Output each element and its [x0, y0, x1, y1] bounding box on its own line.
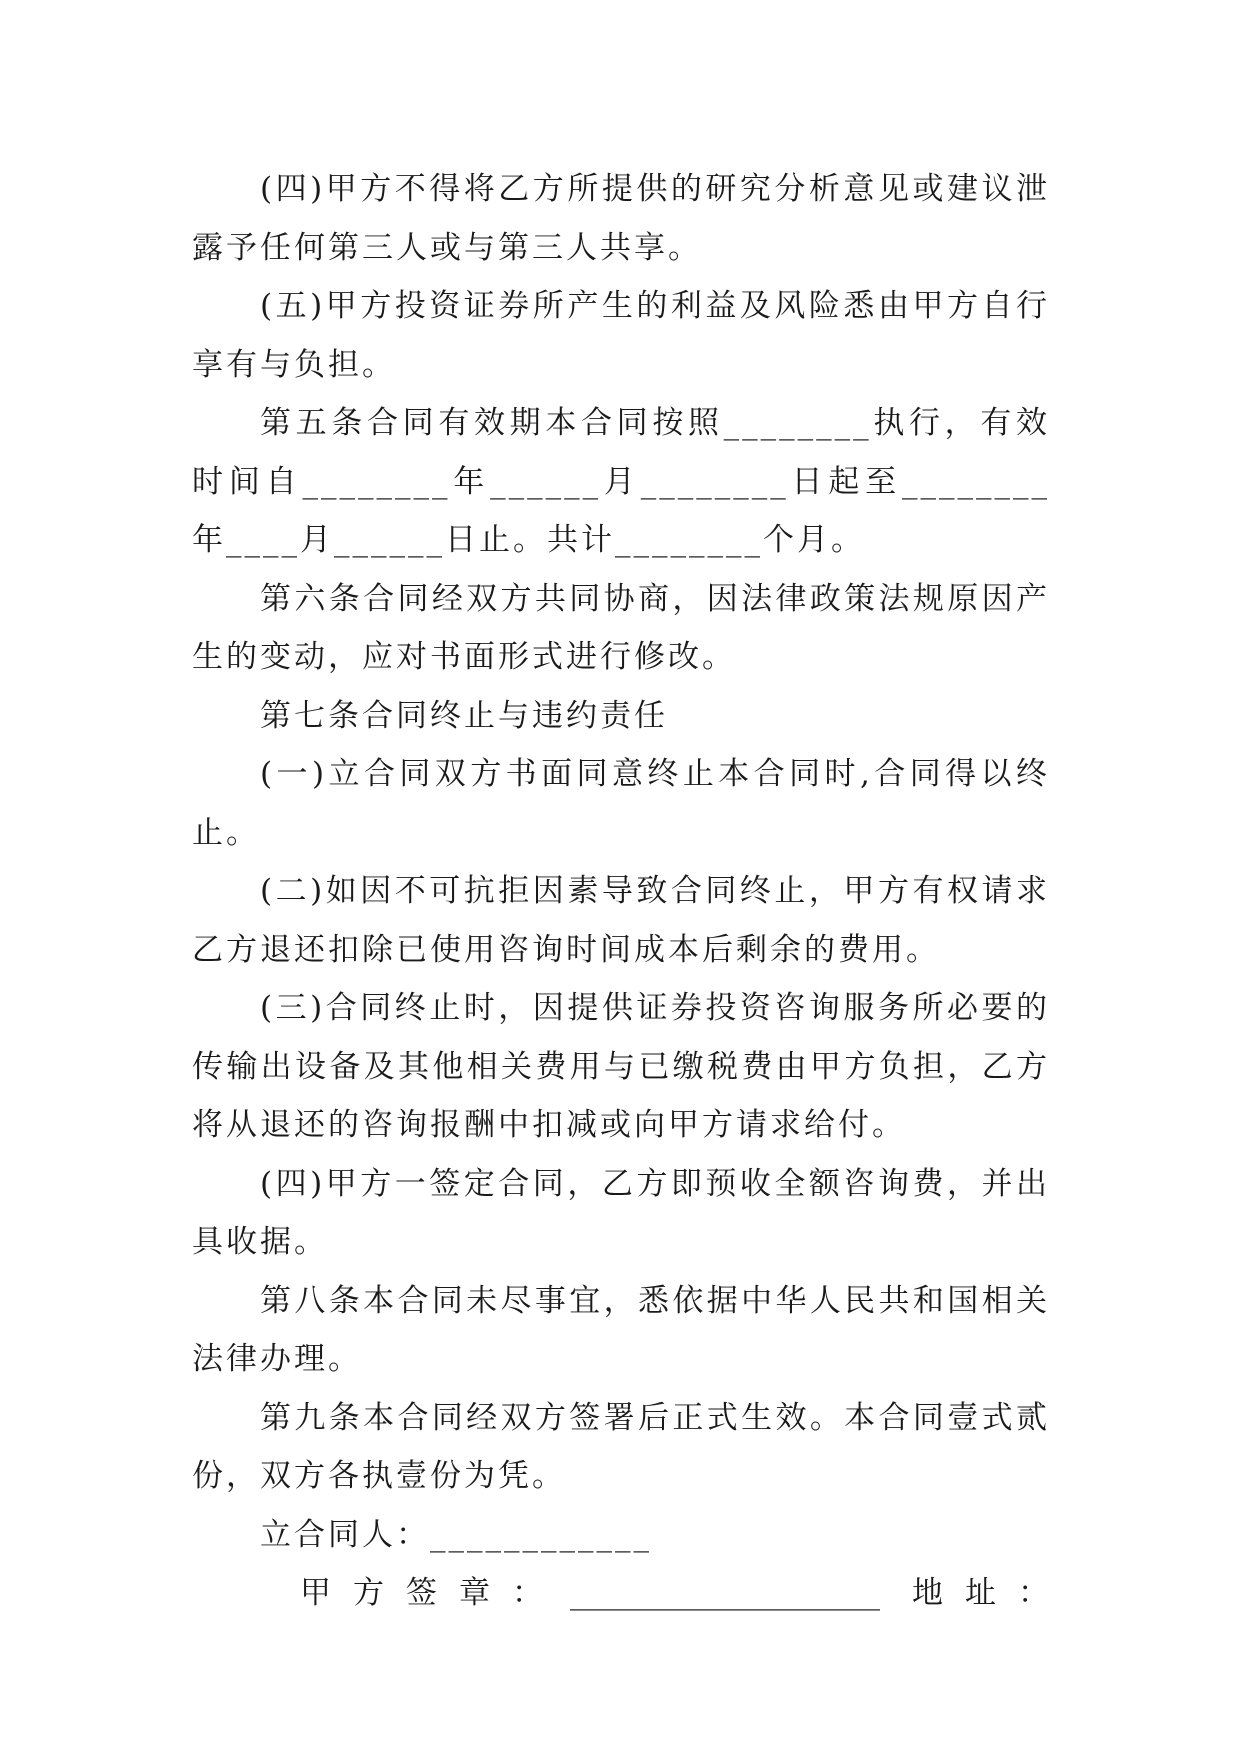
article-7-heading: 第七条合同终止与违约责任 — [260, 697, 668, 734]
clause-4-5: (五)甲方投资证券所产生的利益及风险悉由甲方自行享有与负担。 — [192, 288, 1050, 383]
clause-7-2: (二)如因不可抗拒因素导致合同终止，甲方有权请求乙方退还扣除已使用咨询时间成本后剩余的费用。 — [192, 873, 1050, 968]
clause-4-4: (四)甲方不得将乙方所提供的研究分析意见或建议泄露予任何第三人或与第三人共享。 — [192, 171, 1050, 266]
address-label: 地址： — [912, 1575, 1071, 1611]
contract-body — [192, 160, 1071, 1623]
clause-7-1: (一)立合同双方书面同意终止本合同时,合同得以终止。 — [192, 756, 1050, 851]
article-6-amendment: 第六条合同经双方共同协商，因法律政策法规原因产生的变动，应对书面形式进行修改。 — [192, 580, 1050, 675]
article-5-validity-period: 第五条合同有效期本合同按照________执行，有效时间自________年______月________日起至________年____月______日止。共计________个月。 — [192, 405, 1050, 558]
clause-7-4: (四)甲方一签定合同，乙方即预收全额咨询费，并出具收据。 — [192, 1165, 1050, 1260]
article-8: 第八条本合同未尽事宜，悉依据中华人民共和国相关法律办理。 — [192, 1282, 1050, 1377]
party-a-signature-label: 甲方签章： — [300, 1575, 565, 1611]
article-9: 第九条本合同经双方签署后正式生效。本合同壹式贰份，双方各执壹份为凭。 — [192, 1399, 1050, 1494]
party-a-signature-blank: ____________________ — [570, 1575, 880, 1611]
signature-line — [192, 1564, 1071, 1623]
contracting-party-line: 立合同人：____________ — [260, 1516, 652, 1553]
clause-7-3: (三)合同终止时，因提供证券投资咨询服务所必要的传输出设备及其他相关费用与已缴税费由甲方负担，乙方将从退还的咨询报酬中扣减或向甲方请求给付。 — [192, 990, 1050, 1143]
